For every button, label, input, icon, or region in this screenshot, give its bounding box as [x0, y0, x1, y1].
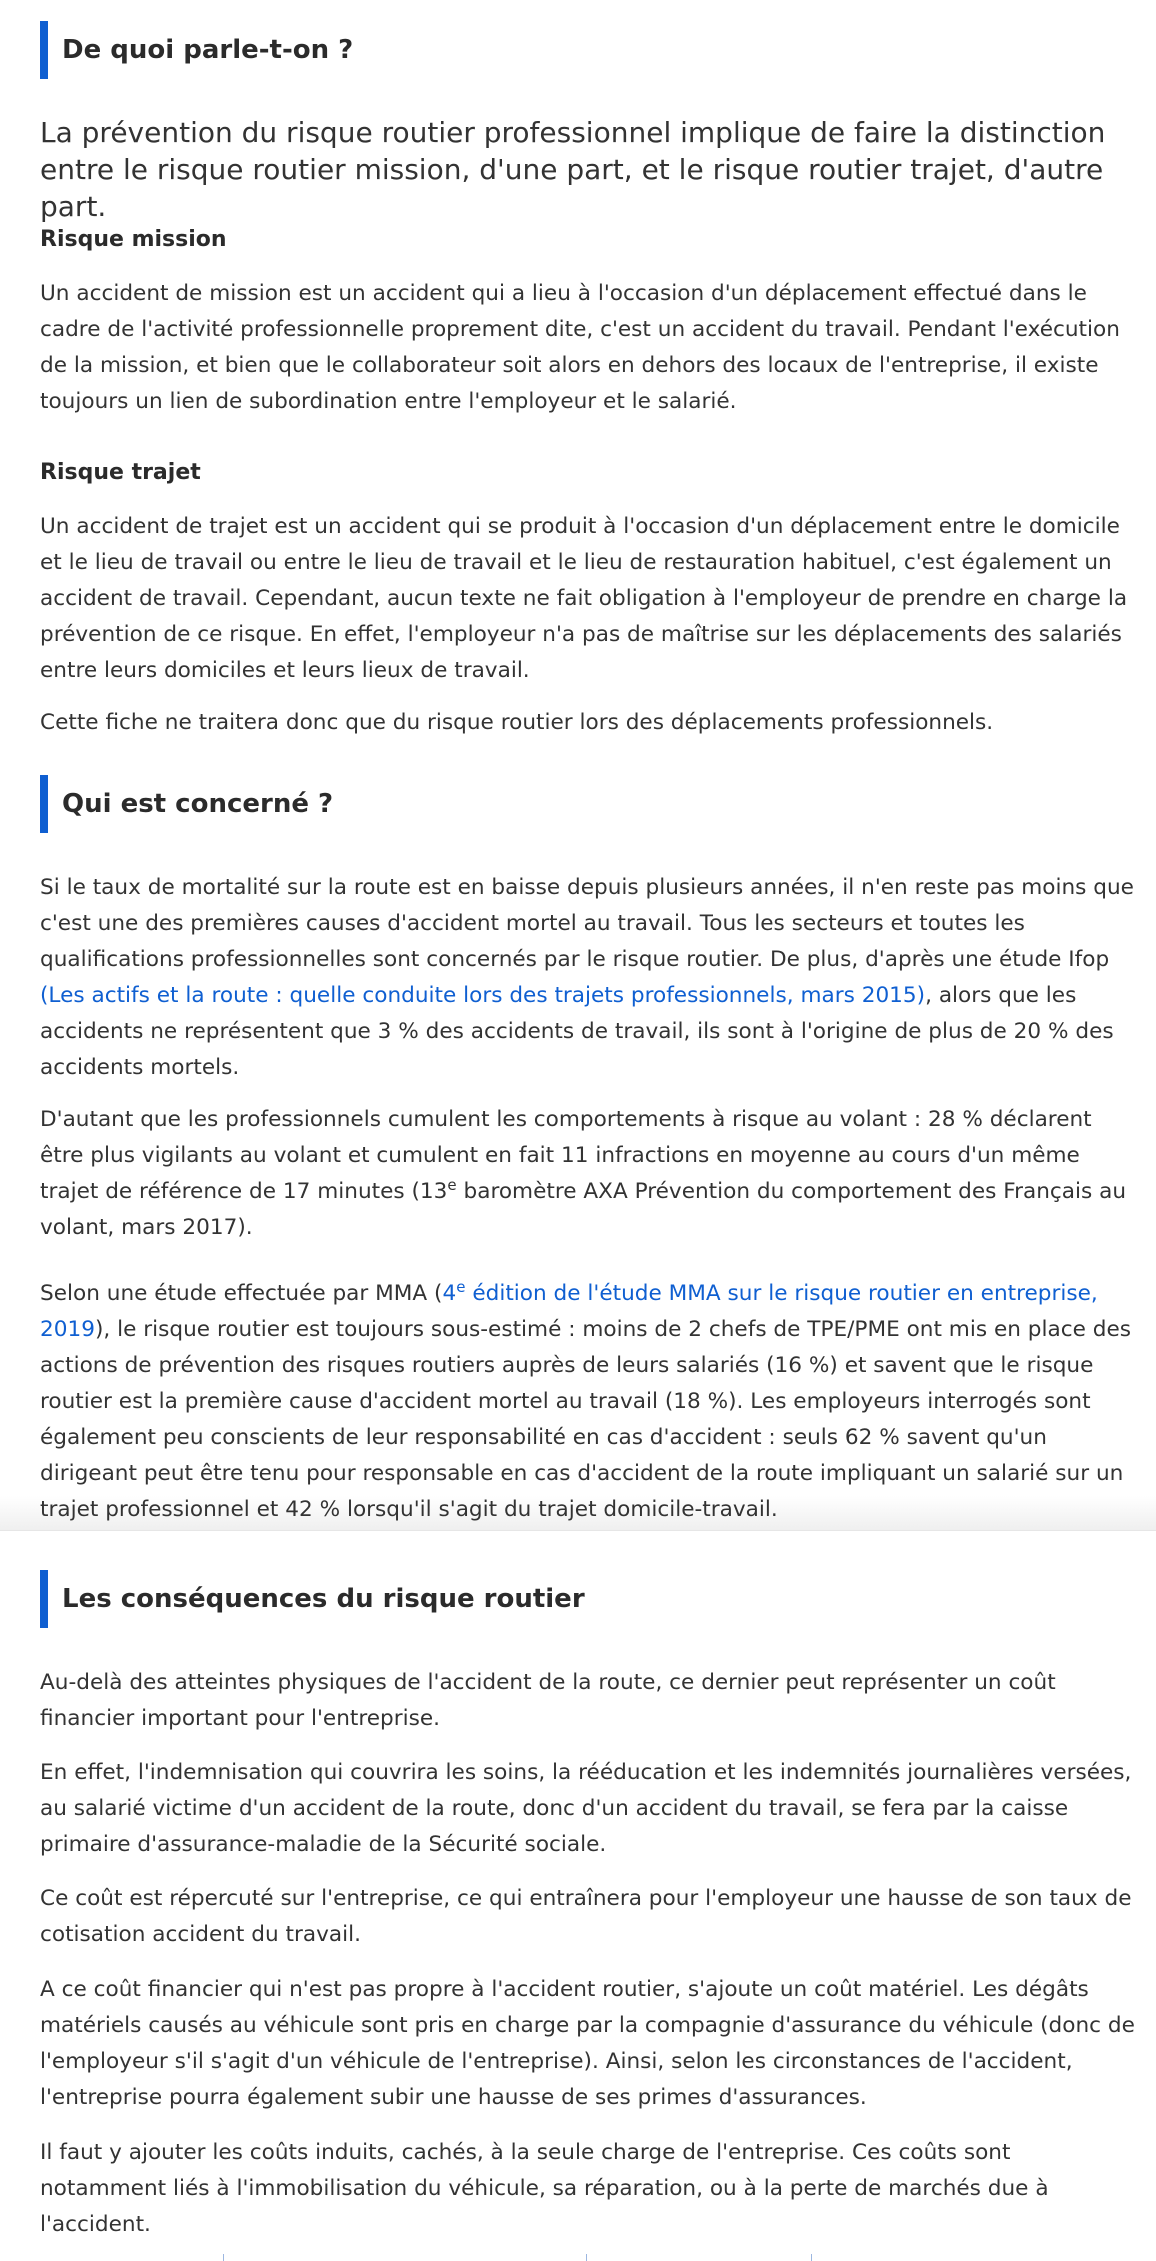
mma-link-superscript: e	[456, 1277, 466, 1296]
consequences-paragraph-1: Au-delà des atteintes physiques de l'accident de la route, ce dernier peut représenter un coût financier important pour l'entreprise.	[40, 1670, 1056, 1731]
heading-consequences: Les conséquences du risque routier	[40, 1570, 585, 1628]
subheading-mission: Risque mission	[40, 227, 227, 252]
concerned-p3-text-a: Selon une étude effectuée par MMA (	[40, 1281, 443, 1306]
concerned-paragraph-2	[40, 1102, 1140, 1246]
consequences-paragraph-3: Ce coût est répercuté sur l'entreprise, ce qui entraînera pour l'employeur une hausse de son taux de cotisation accident du travail.	[40, 1886, 1132, 1947]
table-border-hint	[811, 2254, 812, 2261]
concerned-paragraph-3	[40, 1276, 1140, 1528]
subheading-trajet: Risque trajet	[40, 460, 201, 485]
concerned-p1-text-a: Si le taux de mortalité sur la route est en baisse depuis plusieurs années, il n'en reste pas moins que c'est une des premières causes d'accident mortel au travail. Tous les secteurs et toutes les qualifications professionnelles sont concernés par le risque routier. De plus, d'après une étude Ifop	[40, 875, 1134, 972]
mma-link-text: édition de l'étude MMA sur le risque routier en entreprise, 2019	[40, 1281, 1098, 1342]
heading-concerned: Qui est concerné ?	[40, 775, 333, 833]
concerned-p2-text-b: baromètre AXA Prévention du comportement des Français au volant, mars 2017).	[40, 1179, 1127, 1240]
concerned-p1-text-b: , alors que les accidents ne représentent que 3 % des accidents de travail, ils sont à l'origine de plus de 20 % des accidents mortels.	[40, 983, 1114, 1080]
consequences-paragraph-2: En effet, l'indemnisation qui couvrira les soins, la rééducation et les indemnités journalières versées, au salarié victime d'un accident de la route, donc d'un accident du travail, se fera par la caisse primaire d'assurance-maladie de la Sécurité sociale.	[40, 1760, 1132, 1857]
scope-paragraph: Cette fiche ne traitera donc que du risque routier lors des déplacements professionnels.	[40, 710, 994, 735]
concerned-p3-text-b: ), le risque routier est toujours sous-estimé : moins de 2 chefs de TPE/PME ont mis en place des actions de prévention des risques routiers auprès de leurs salariés (16 %) et savent que le risque routier est la première cause d'accident mortel au travail (18 %). Les employeurs interrogés sont également peu conscients de leur responsabilité en cas d'accident : seuls 62 % savent qu'un dirigeant peut être tenu pour responsable en cas d'accident de la route impliquant un salarié sur un trajet professionnel et 42 % lorsqu'il s'agit du trajet domicile-travail.	[40, 1317, 1131, 1522]
ordinal-superscript: e	[447, 1175, 457, 1194]
concerned-p2-text-a: D'autant que les professionnels cumulent les comportements à risque au volant : 28 % déclarent être plus vigilants au volant et cumulent en fait 11 infractions en moyenne au cours d'un même trajet de référence de 17 minutes (13	[40, 1107, 1092, 1204]
trajet-paragraph: Un accident de trajet est un accident qui se produit à l'occasion d'un déplacement entre le domicile et le lieu de travail ou entre le lieu de travail et le lieu de restauration habituel, c'est également un accident de travail. Cependant, aucun texte ne fait obligation à l'employeur de prendre en charge la prévention de ce risque. En effet, l'employeur n'a pas de maîtrise sur les déplacements des salariés entre leurs domiciles et leurs lieux de travail.	[40, 514, 1128, 683]
mission-paragraph: Un accident de mission est un accident qui a lieu à l'occasion d'un déplacement effectué dans le cadre de l'activité professionnelle proprement dite, c'est un accident du travail. Pendant l'exécution de la mission, et bien que le collaborateur soit alors en dehors des locaux de l'entreprise, il existe toujours un lien de subordination entre l'employeur et le salarié.	[40, 281, 1120, 414]
heading-about: De quoi parle-t-on ?	[40, 21, 353, 79]
concerned-paragraph-1	[40, 870, 1140, 1086]
intro-text: La prévention du risque routier professionnel implique de faire la distinction entre le risque routier mission, d'une part, et le risque routier trajet, d'autre part.	[40, 116, 1106, 223]
table-border-hint	[223, 2254, 224, 2261]
ifop-study-link[interactable]: (Les actifs et la route : quelle conduite lors des trajets professionnels, mars 2015)	[40, 983, 926, 1008]
consequences-paragraph-4: A ce coût financier qui n'est pas propre à l'accident routier, s'ajoute un coût matériel. Les dégâts matériels causés au véhicule sont pris en charge par la compagnie d'assurance du véhicule (donc de l'employeur s'il s'agit d'un véhicule de l'entreprise). Ainsi, selon les circonstances de l'accident, l'entreprise pourra également subir une hausse de ses primes d'assurances.	[40, 1977, 1135, 2110]
table-border-hint	[586, 2254, 587, 2261]
consequences-paragraph-5: Il faut y ajouter les coûts induits, cachés, à la seule charge de l'entreprise. Ces coûts sont notamment liés à l'immobilisation du véhicule, sa réparation, ou à la perte de marchés due à l'accident.	[40, 2140, 1049, 2237]
mma-link-number: 4	[442, 1281, 457, 1306]
